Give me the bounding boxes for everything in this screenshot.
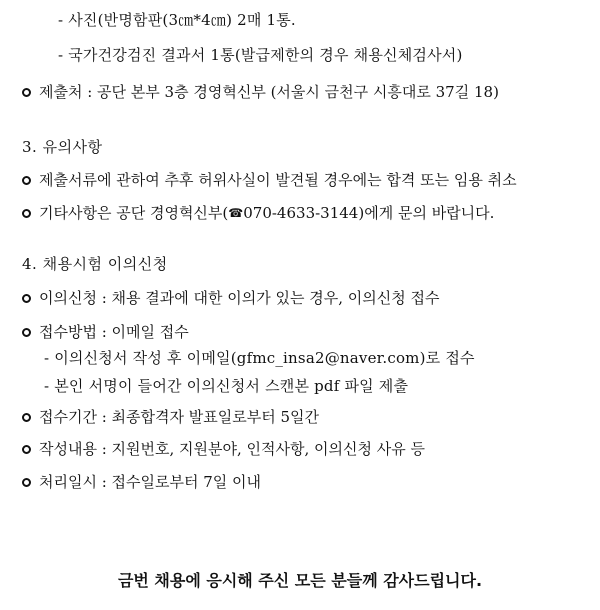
section-heading-appeal: 4. 채용시험 이의신청 bbox=[22, 255, 168, 273]
circle-bullet-icon bbox=[22, 445, 31, 454]
circle-bullet-icon bbox=[22, 328, 31, 337]
appeal-method-email: - 이의신청서 작성 후 이메일(gfmc_insa2@naver.com)로 접수 bbox=[44, 349, 475, 367]
health-check-requirement: - 국가건강검진 결과서 1통(발급제한의 경우 채용신체검사서) bbox=[58, 46, 463, 64]
photo-requirement: - 사진(반명함판(3㎝*4㎝) 2매 1통. bbox=[58, 11, 296, 29]
note-item-false-info: 제출서류에 관하여 추후 허위사실이 발견될 경우에는 합격 또는 임용 취소 bbox=[22, 170, 517, 190]
circle-bullet-icon bbox=[22, 413, 31, 422]
section-heading-notes: 3. 유의사항 bbox=[22, 138, 103, 156]
circle-bullet-icon bbox=[22, 209, 31, 218]
appeal-item-process: 처리일시 : 접수일로부터 7일 이내 bbox=[22, 472, 261, 492]
appeal-item-method: 접수방법 : 이메일 접수 bbox=[22, 322, 189, 342]
appeal-item-period: 접수기간 : 최종합격자 발표일로부터 5일간 bbox=[22, 407, 319, 427]
circle-bullet-icon bbox=[22, 478, 31, 487]
telephone-icon: ☎ bbox=[228, 206, 244, 220]
appeal-item-content: 작성내용 : 지원번호, 지원분야, 인적사항, 이의신청 사유 등 bbox=[22, 439, 425, 459]
circle-bullet-icon bbox=[22, 176, 31, 185]
appeal-item-apply: 이의신청 : 채용 결과에 대한 이의가 있는 경우, 이의신청 접수 bbox=[22, 288, 440, 308]
circle-bullet-icon bbox=[22, 88, 31, 97]
note-item-contact: 기타사항은 공단 경영혁신부(☎070-4633-3144)에게 문의 바랍니다. bbox=[22, 203, 494, 223]
closing-message: 금번 채용에 응시해 주신 모든 분들께 감사드립니다. bbox=[117, 571, 483, 590]
appeal-method-pdf: - 본인 서명이 들어간 이의신청서 스캔본 pdf 파일 제출 bbox=[44, 377, 409, 395]
circle-bullet-icon bbox=[22, 294, 31, 303]
submission-location: 제출처 : 공단 본부 3층 경영혁신부 (서울시 금천구 시흥대로 37길 18) bbox=[22, 82, 499, 102]
